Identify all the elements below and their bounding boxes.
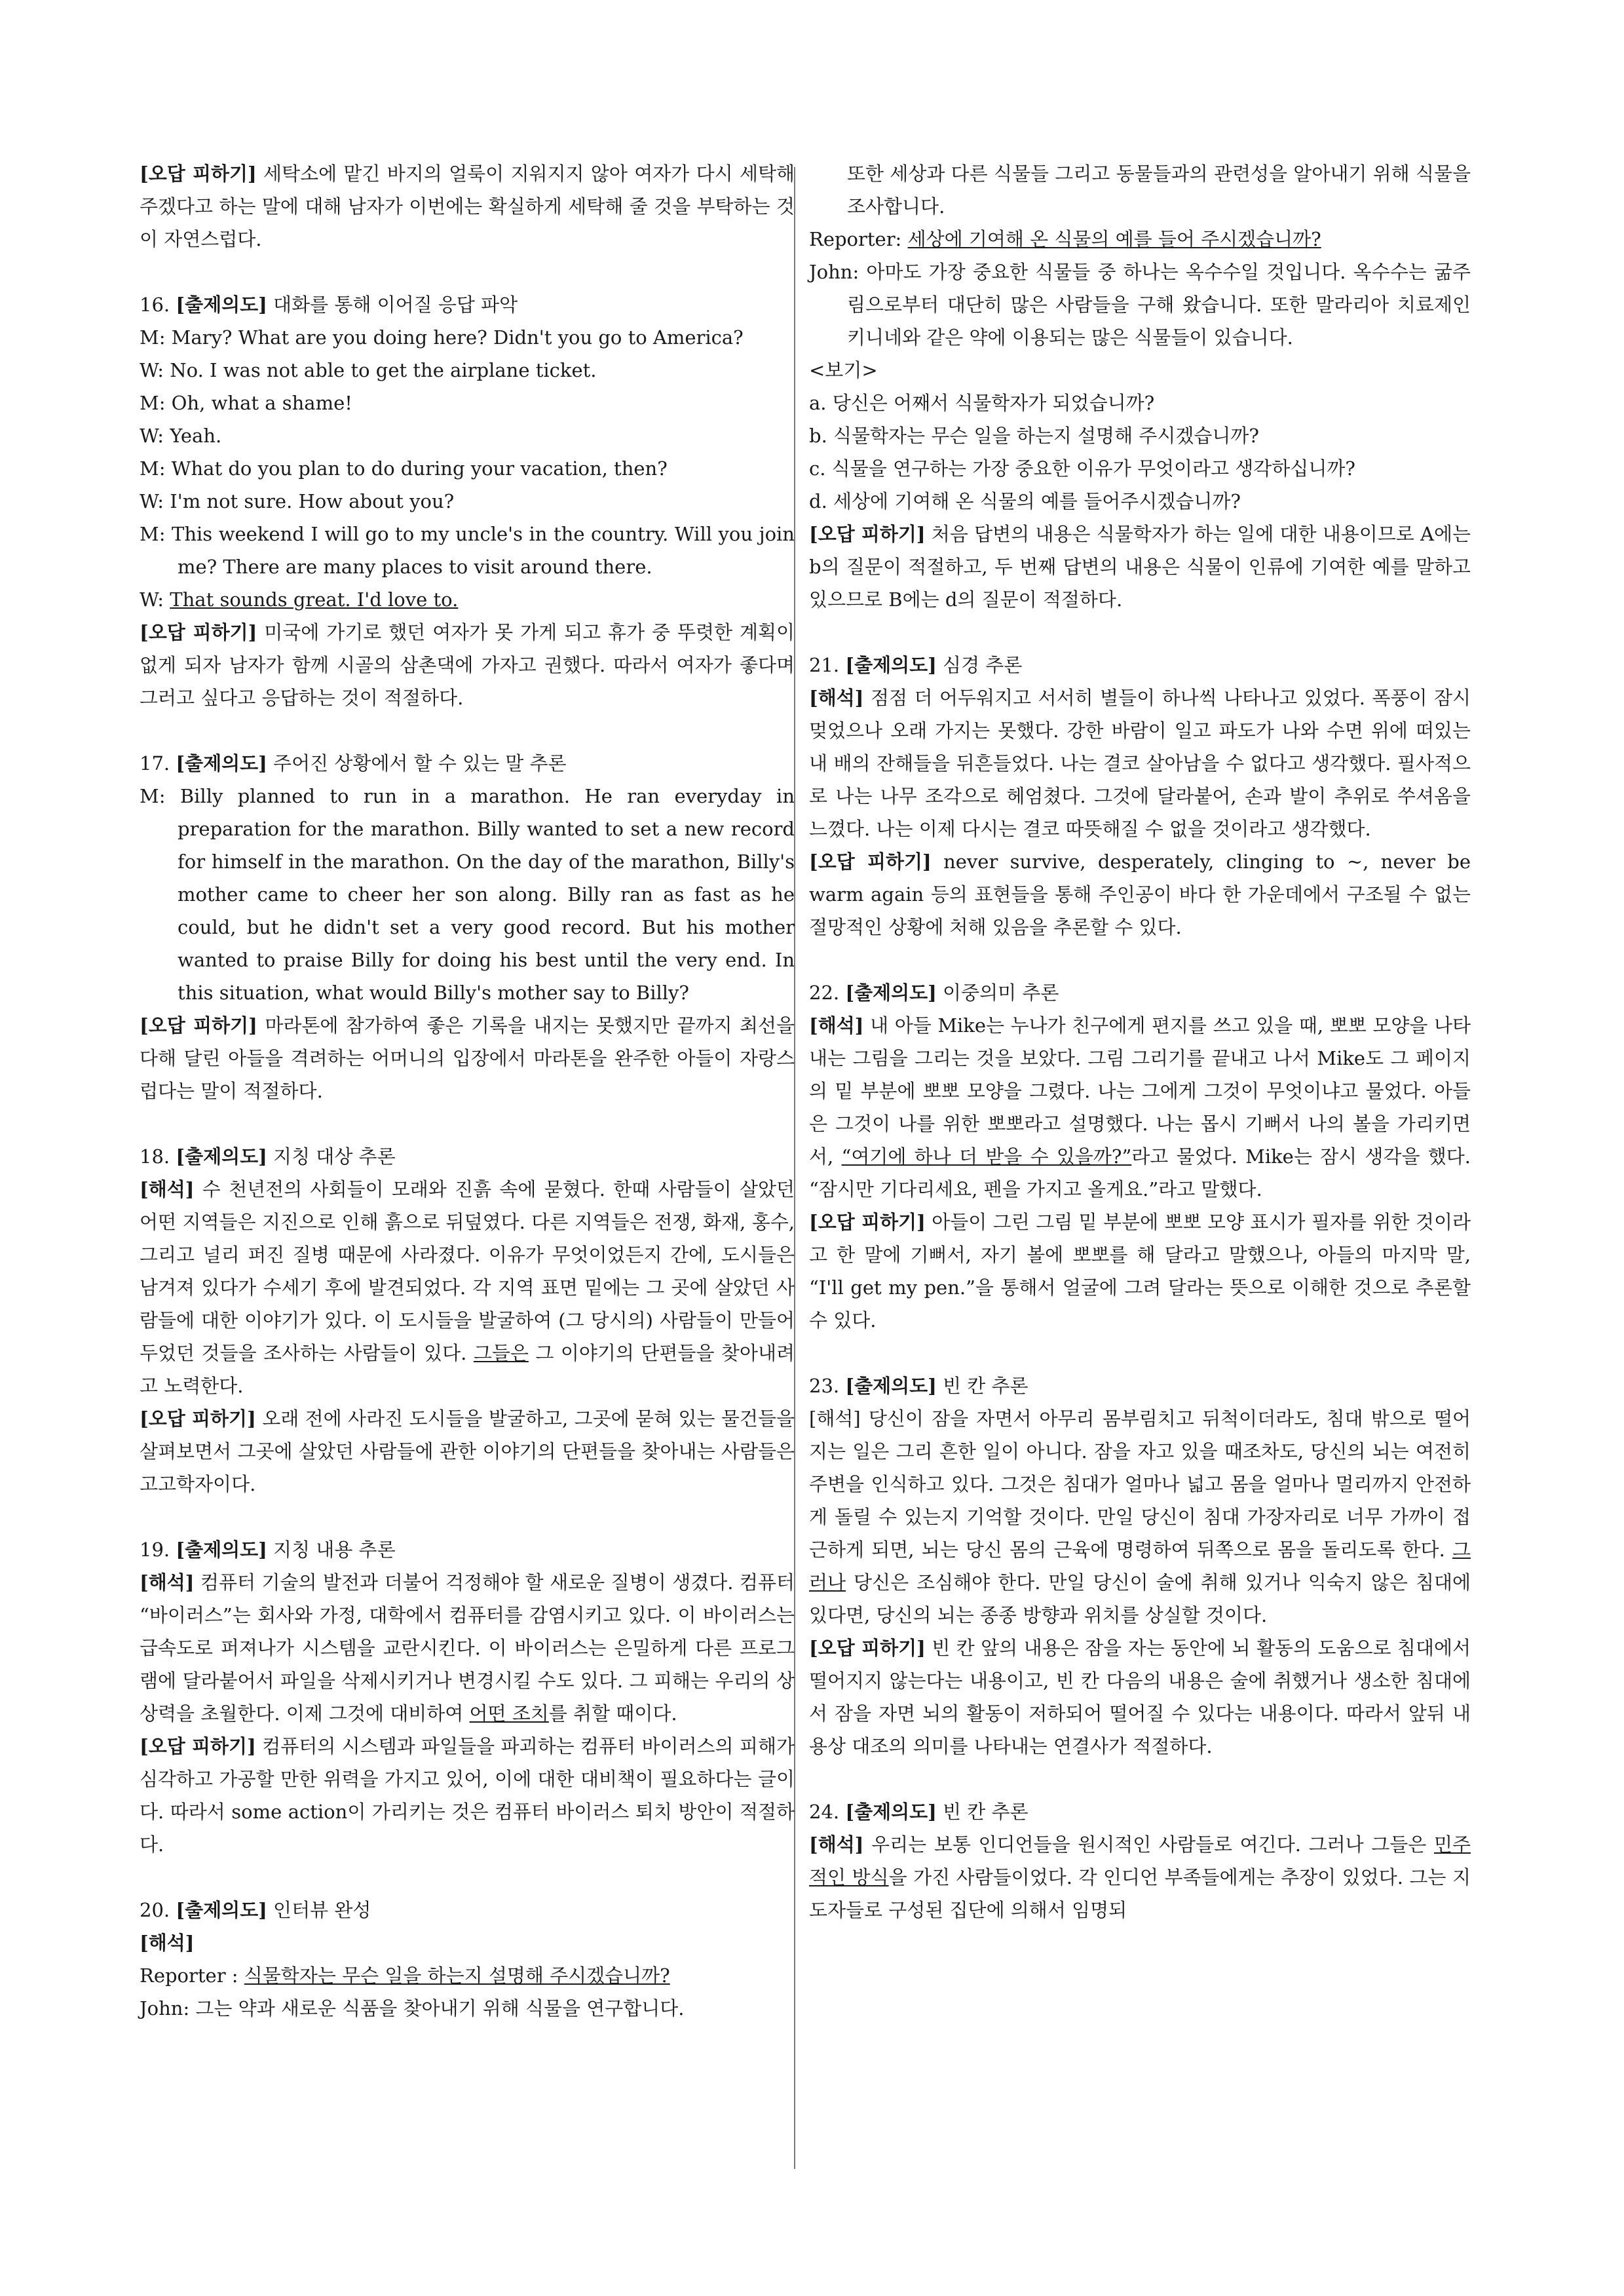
tip-text: 마라톤에 참가하여 좋은 기록을 내지는 못했지만 끝까지 최선을 다해 달린 아들을 격려하는 어머니의 입장에서 마라톤을 완주한 아들이 자랑스럽다는 말이 적절하다. — [140, 1014, 795, 1102]
intent-label: [출제의도] — [845, 1375, 937, 1397]
dialog-line: M: Mary? What are you doing here? Didn't you go to America? — [140, 326, 744, 349]
q16-tip — [140, 616, 795, 714]
question-number: 16. — [140, 294, 176, 316]
q22-tip — [809, 1206, 1471, 1337]
reporter-line — [140, 1959, 795, 1992]
q23-heading — [809, 1369, 1471, 1402]
explanation-text: 를 취할 때이다. — [548, 1702, 677, 1725]
tip-text: 처음 답변의 내용은 식물학자가 하는 일에 대한 내용이므로 A에는 b의 질문이 적절하고, 두 번째 답변의 내용은 식물이 인류에 기여한 예를 말하고 있으므로 B에는 d의 질문이 적절하다. — [809, 523, 1471, 611]
explanation-text: 수 천년전의 사회들이 모래와 진흙 속에 묻혔다. 한때 사람들이 살았던 어떤 지역들은 지진으로 인해 흙으로 뒤덮였다. 다른 지역들은 전쟁, 화재, 홍수, 그리고 널리 퍼진 질병 때문에 사라졌다. 이유가 무엇이었든지 간에, 도시들은 남겨져 있다가 수세기 후에 발견되었다. 각 지역 표면 밑에는 그 곳에 살았던 사람들에 대한 이야기가 있다. 이 도시들을 발굴하여 (그 당시의) 사람들이 만들어 두었던 것들을 조사하는 사람들이 있다. — [140, 1178, 795, 1364]
underlined-text: 그들은 — [473, 1342, 529, 1364]
q23-tip — [809, 1632, 1471, 1763]
dialog-line: W: Yeah. — [140, 425, 222, 447]
tip-label: [오답 피하기] — [809, 851, 932, 873]
question-title: 이중의미 추론 — [936, 982, 1059, 1004]
question-number: 24. — [809, 1801, 846, 1823]
intro-tip — [140, 157, 795, 256]
underlined-text: 그러나 — [809, 1539, 1471, 1594]
options-box-label: <보기> — [809, 359, 878, 381]
explanation-text: 을 가진 사람들이었다. 각 인디언 부족들에게는 추장이 있었다. 그는 지도자들로 구성된 집단에 의해서 임명되 — [809, 1866, 1471, 1921]
script-text: M: Billy planned to run in a marathon. He ran everyday in preparation for the marathon. Billy wanted to set a new record for himself in the marathon. On the day of the marathon, Billy's mother came to cheer her son along. Billy ran as fast as he could, but he didn't set a very good record. But his mother wanted to praise Billy for doing his best until the very end. In this situation, what would Billy's mother say to Billy? — [140, 785, 795, 1004]
explanation-label: [해석] — [140, 1178, 195, 1200]
intent-label: [출제의도] — [176, 294, 267, 316]
question-title: 지칭 내용 추론 — [267, 1539, 396, 1561]
q22-heading — [809, 976, 1471, 1009]
intent-label: [출제의도] — [176, 1145, 267, 1168]
tip-label: [오답 피하기] — [809, 1211, 926, 1233]
question-title: 지칭 대상 추론 — [267, 1145, 396, 1168]
explanation-text: 우리는 보통 인디언들을 원시적인 사람들로 여긴다. 그러나 그들은 — [863, 1833, 1434, 1856]
underlined-text: 민주적인 방식 — [809, 1833, 1471, 1888]
explanation-text: 컴퓨터 기술의 발전과 더불어 걱정해야 할 새로운 질병이 생겼다. 컴퓨터 “바이러스”는 회사와 가정, 대학에서 컴퓨터를 감염시키고 있다. 이 바이러스는 급속도로 퍼져나가 시스템을 교란시킨다. 이 바이러스는 은밀하게 다른 프로그램에 달라붙어서 파일을 삭제시키거나 변경시킬 수도 있다. 그 피해는 우리의 상상력을 초월한다. 이제 그것에 대비하여 — [140, 1571, 795, 1725]
question-title: 빈 칸 추론 — [936, 1801, 1029, 1823]
intent-label: [출제의도] — [176, 1539, 267, 1561]
tip-text: 미국에 가기로 했던 여자가 못 가게 되고 휴가 중 뚜렷한 계획이 없게 되자 남자가 함께 시골의 삼촌댁에 가자고 권했다. 따라서 여자가 좋다며 그러고 싶다고 응답하는 것이 적절하다. — [140, 621, 795, 709]
underlined-answer: That sounds great. I'd love to. — [170, 588, 459, 611]
explanation-label: [해석] — [809, 1407, 861, 1430]
question-title: 심경 추론 — [936, 654, 1023, 676]
underlined-text: 어떤 조치 — [469, 1702, 549, 1725]
option-item: b. 식물학자는 무슨 일을 하는지 설명해 주시겠습니까? — [809, 425, 1259, 447]
q18-tip — [140, 1402, 795, 1501]
q21-tip — [809, 845, 1471, 944]
john-line-continued: 또한 세상과 다른 식물들 그리고 동물들과의 관련성을 알아내기 위해 식물을 조사합니다. — [847, 163, 1471, 218]
q16-heading — [140, 288, 795, 321]
question-number: 18. — [140, 1145, 176, 1168]
q23-explanation — [809, 1402, 1471, 1632]
q21-heading — [809, 649, 1471, 681]
john-line: John: 아마도 가장 중요한 식물들 중 하나는 옥수수일 것입니다. 옥수수는 굶주림으로부터 대단히 많은 사람들을 구해 왔습니다. 또한 말라리아 치료제인 키니네와 같은 약에 이용되는 많은 식물들이 있습니다. — [809, 261, 1471, 349]
q19-tip — [140, 1730, 795, 1861]
dialog-line: M: This weekend I will go to my uncle's in the country. Will you join me? There are many places to visit around there. — [140, 523, 795, 578]
intent-label: [출제의도] — [176, 752, 267, 775]
option-item: a. 당신은 어째서 식물학자가 되었습니까? — [809, 392, 1155, 414]
dialog-line: W: No. I was not able to get the airplane ticket. — [140, 359, 597, 381]
q17-tip — [140, 1009, 795, 1107]
tip-label: [오답 피하기] — [140, 1014, 257, 1037]
question-number: 20. — [140, 1899, 176, 1921]
intent-label: [출제의도] — [845, 654, 937, 676]
underlined-question: 세상에 기여해 온 식물의 예를 들어 주시겠습니까? — [907, 228, 1321, 250]
explanation-label: [해석] — [809, 687, 864, 709]
dialog-line: W: I'm not sure. How about you? — [140, 490, 455, 512]
tip-label: [오답 피하기] — [809, 1637, 926, 1659]
tip-text: 컴퓨터의 시스템과 파일들을 파괴하는 컴퓨터 바이러스의 피해가 심각하고 가공할 만한 위력을 가지고 있어, 이에 대한 대비책이 필요하다는 글이다. 따라서 some action이 가리키는 것은 컴퓨터 바이러스 퇴치 방안이 적절하다. — [140, 1735, 795, 1856]
intent-label: [출제의도] — [176, 1899, 267, 1921]
q19-heading — [140, 1533, 795, 1566]
tip-text: 아들이 그린 그림 밑 부분에 뽀뽀 모양 표시가 필자를 위한 것이라고 한 말에 기뻐서, 자기 볼에 뽀뽀를 해 달라고 말했으나, 아들의 마지막 말, “I'll get my pen.”을 통해서 얼굴에 그려 달라는 뜻으로 이해한 것으로 추론할 수 있다. — [809, 1211, 1471, 1331]
underlined-question: 식물학자는 무슨 일을 하는지 설명해 주시겠습니까? — [244, 1964, 670, 1987]
explanation-text: 그 이야기의 단편들을 찾아내려고 노력한다. — [140, 1342, 795, 1397]
q22-explanation — [809, 1009, 1471, 1206]
question-title: 빈 칸 추론 — [936, 1375, 1029, 1397]
q21-explanation — [809, 681, 1471, 845]
tip-label: [오답 피하기] — [140, 163, 257, 185]
q18-explanation — [140, 1173, 795, 1402]
reporter-line — [809, 223, 1471, 256]
question-number: 17. — [140, 752, 176, 775]
q17-heading — [140, 747, 795, 780]
question-number: 22. — [809, 982, 846, 1004]
question-title: 주어진 상황에서 할 수 있는 말 추론 — [267, 752, 567, 775]
explanation-text: 당신은 조심해야 한다. 만일 당신이 술에 취해 있거나 익숙지 않은 침대에 있다면, 당신의 뇌는 종종 방향과 위치를 상실할 것이다. — [809, 1571, 1471, 1626]
tip-text: 세탁소에 맡긴 바지의 얼룩이 지워지지 않아 여자가 다시 세탁해 주겠다고 하는 말에 대해 남자가 이번에는 확실하게 세탁해 줄 것을 부탁하는 것이 자연스럽다. — [140, 163, 795, 250]
explanation-label: [해석] — [140, 1932, 195, 1954]
question-number: 23. — [809, 1375, 846, 1397]
q18-heading — [140, 1140, 795, 1173]
left-column — [140, 157, 795, 2025]
speaker: Reporter : — [140, 1964, 244, 1987]
option-item: c. 식물을 연구하는 가장 중요한 이유가 무엇이라고 생각하십니까? — [809, 457, 1355, 480]
explanation-text: 점점 더 어두워지고 서서히 별들이 하나씩 나타나고 있었다. 폭풍이 잠시 멎었으나 오래 가지는 못했다. 강한 바람이 일고 파도가 나와 수면 위에 떠있는 내 배의 잔해들을 뒤흔들었다. 나는 결코 살아남을 수 없다고 생각했다. 필사적으로 나는 나무 조각으로 헤엄쳤다. 그것에 달라붙어, 손과 발이 추위로 쑤셔옴을 느꼈다. 나는 이제 다시는 결코 따뜻해질 수 없을 것이라고 생각했다. — [809, 687, 1471, 840]
explanation-label: [해석] — [140, 1571, 195, 1594]
john-line: John: 그는 약과 새로운 식품을 찾아내기 위해 식물을 연구합니다. — [140, 1997, 685, 2019]
q20-tip — [809, 518, 1471, 616]
explanation-label: [해석] — [809, 1833, 864, 1856]
tip-label: [오답 피하기] — [140, 1407, 256, 1430]
explanation-text: 내 아들 Mike는 누나가 친구에게 편지를 쓰고 있을 때, 뽀뽀 모양을 나타내는 그림을 그리는 것을 보았다. 그림 그리기를 끝내고 나서 Mike도 그 페이지의 밑 부분에 뽀뽀 모양을 그렸다. 나는 그에게 그것이 무엇이냐고 물었다. 아들은 그것이 나를 위한 뽀뽀라고 설명했다. 나는 몹시 기뻐서 나의 볼을 가리키면서, — [809, 1014, 1471, 1168]
speaker: Reporter: — [809, 228, 908, 250]
intent-label: [출제의도] — [845, 1801, 937, 1823]
tip-label: [오답 피하기] — [140, 621, 257, 643]
speaker: W: — [140, 588, 170, 611]
question-title: 인터뷰 완성 — [267, 1899, 371, 1921]
underlined-text: “여기에 하나 더 받을 수 있을까?” — [841, 1145, 1132, 1168]
explanation-text: 라고 물었다. Mike는 잠시 생각을 했다. “잠시만 기다리세요, 펜을 가지고 올게요.”라고 말했다. — [809, 1145, 1471, 1200]
q24-explanation — [809, 1828, 1471, 1926]
question-title: 대화를 통해 이어질 응답 파악 — [267, 294, 518, 316]
dialog-line: M: Oh, what a shame! — [140, 392, 352, 414]
explanation-label: [해석] — [809, 1014, 864, 1037]
tip-text: never survive, desperately, clinging to ~, never be warm again 등의 표현들을 통해 주인공이 바다 한 가운데에서 구조될 수 없는 절망적인 상황에 처해 있음을 추론할 수 있다. — [809, 851, 1471, 938]
tip-label: [오답 피하기] — [140, 1735, 256, 1757]
dialog-line: M: What do you plan to do during your vacation, then? — [140, 457, 668, 480]
question-number: 19. — [140, 1539, 176, 1561]
intent-label: [출제의도] — [845, 982, 937, 1004]
tip-label: [오답 피하기] — [809, 523, 926, 545]
explanation-text: 당신이 잠을 자면서 아무리 몸부림치고 뒤척이더라도, 침대 밖으로 떨어지는 일은 그리 흔한 일이 아니다. 잠을 자고 있을 때조차도, 당신의 뇌는 여전히 주변을 인식하고 있다. 그것은 침대가 얼마나 넓고 몸을 얼마나 멀리까지 안전하게 돌릴 수 있는지 기억할 것이다. 만일 당신이 침대 가장자리로 너무 가까이 접근하게 되면, 뇌는 당신 몸의 근육에 명령하여 뒤쪽으로 몸을 돌리도록 한다. — [809, 1407, 1471, 1561]
q20-heading — [140, 1894, 795, 1926]
q24-heading — [809, 1795, 1471, 1828]
tip-text: 빈 칸 앞의 내용은 잠을 자는 동안에 뇌 활동의 도움으로 침대에서 떨어지지 않는다는 내용이고, 빈 칸 다음의 내용은 술에 취했거나 생소한 침대에서 잠을 자면 뇌의 활동이 저하되어 떨어질 수 있다는 내용이다. 따라서 앞뒤 내용상 대조의 의미를 나타내는 연결사가 적절하다. — [809, 1637, 1471, 1757]
question-number: 21. — [809, 654, 846, 676]
dialog-answer — [140, 583, 795, 616]
q19-explanation — [140, 1566, 795, 1730]
option-item: d. 세상에 기여해 온 식물의 예를 들어주시겠습니까? — [809, 490, 1241, 512]
tip-text: 오래 전에 사라진 도시들을 발굴하고, 그곳에 묻혀 있는 물건들을 살펴보면서 그곳에 살았던 사람들에 관한 이야기의 단편들을 찾아내는 사람들은 고고학자이다. — [140, 1407, 795, 1495]
right-column — [809, 157, 1471, 1926]
